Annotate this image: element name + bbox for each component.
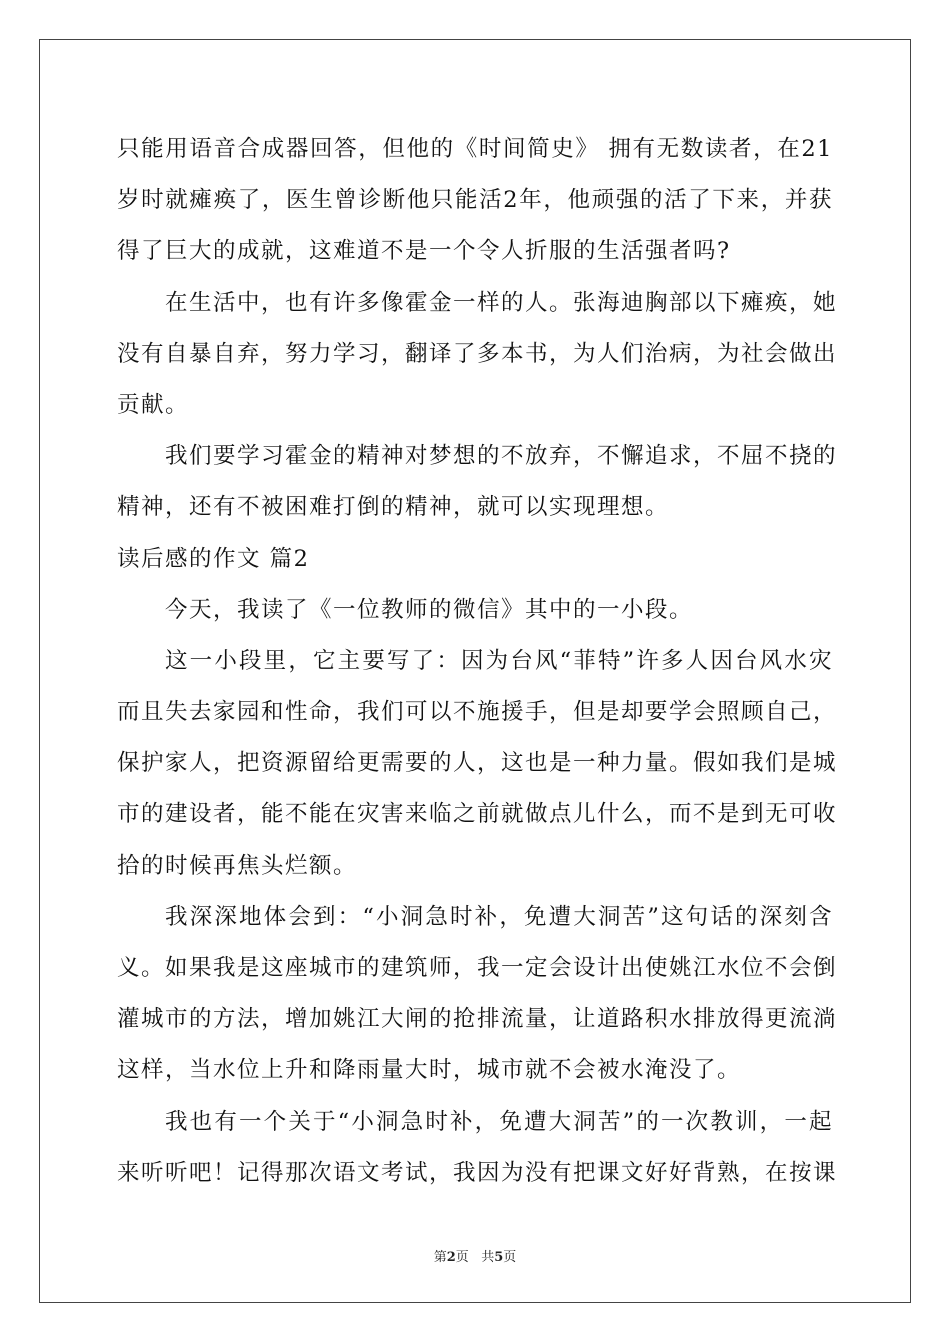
section-heading: 读后感的作文 篇2 bbox=[117, 545, 310, 572]
text-line: 我也有一个关于“小洞急时补，免遭大洞苦”的一次教训，一起 bbox=[165, 1108, 833, 1135]
text-line: 这一小段里，它主要写了：因为台风“菲特”许多人因台风水灾 bbox=[165, 647, 833, 674]
text-line: 我深深地体会到：“小洞急时补，免遭大洞苦”这句话的深刻含 bbox=[165, 903, 833, 930]
text-line: 只能用语音合成器回答，但他的《时间简史》 拥有无数读者，在21 bbox=[117, 136, 833, 162]
footer-total-suffix: 页 bbox=[503, 1250, 517, 1265]
text-line: 义。如果我是这座城市的建筑师，我一定会设计出使姚江水位不会倒 bbox=[117, 955, 838, 981]
document-body bbox=[117, 124, 838, 1199]
text-line: 灌城市的方法，增加姚江大闸的抢排流量，让道路积水排放得更流淌 bbox=[117, 1006, 838, 1033]
footer-page-prefix: 第 bbox=[433, 1250, 447, 1265]
footer-page-total: 5 bbox=[494, 1250, 504, 1265]
text-line: 精神，还有不被困难打倒的精神，就可以实现理想。 bbox=[117, 494, 670, 521]
text-line: 保护家人，把资源留给更需要的人，这也是一种力量。假如我们是城 bbox=[117, 750, 838, 777]
footer-total-prefix: 共 bbox=[481, 1250, 495, 1265]
text-line: 在生活中，也有许多像霍金一样的人。张海迪胸部以下瘫痪，她 bbox=[165, 289, 838, 316]
page-footer bbox=[0, 1246, 950, 1265]
text-line: 得了巨大的成就，这难道不是一个令人折服的生活强者吗? bbox=[117, 238, 731, 265]
text-line: 而且失去家园和性命，我们可以不施援手，但是却要学会照顾自己， bbox=[117, 699, 838, 726]
text-line: 贡献。 bbox=[117, 391, 190, 418]
text-line: 没有自暴自弃，努力学习，翻译了多本书，为人们治病，为社会做出 bbox=[117, 340, 838, 367]
footer-page-mid: 页 bbox=[455, 1250, 469, 1265]
text-line: 今天，我读了《一位教师的微信》其中的一小段。 bbox=[165, 596, 694, 623]
text-line: 来听听吧！记得那次语文考试，我因为没有把课文好好背熟，在按课 bbox=[117, 1159, 838, 1186]
text-line: 这样，当水位上升和降雨量大时，城市就不会被水淹没了。 bbox=[117, 1057, 742, 1084]
text-line: 市的建设者，能不能在灾害来临之前就做点儿什么，而不是到无可收 bbox=[117, 801, 838, 828]
text-line: 岁时就瘫痪了，医生曾诊断他只能活2年，他顽强的活了下来，并获 bbox=[117, 187, 833, 214]
footer-page-current: 2 bbox=[446, 1250, 456, 1265]
text-line: 拾的时候再焦头烂额。 bbox=[117, 852, 358, 879]
text-line: 我们要学习霍金的精神对梦想的不放弃，不懈追求，不屈不挠的 bbox=[165, 443, 838, 470]
